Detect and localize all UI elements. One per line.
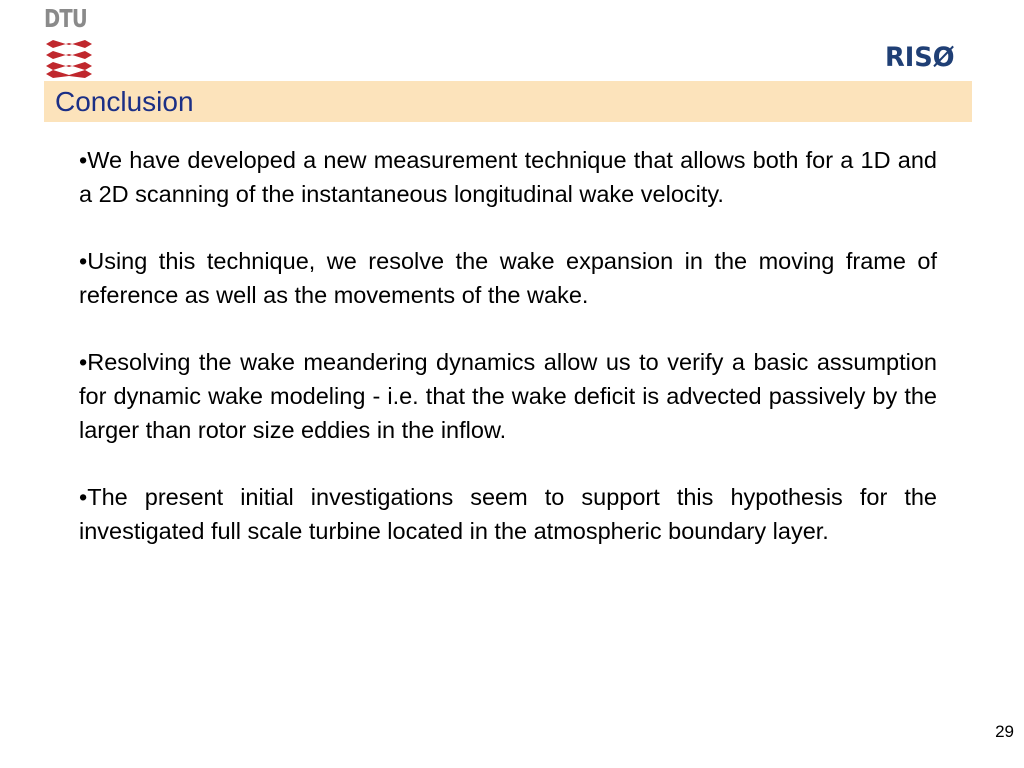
slide-body bbox=[79, 143, 937, 581]
bullet-paragraph: •The present initial investigations seem to support this hypothesis for the investigated full scale turbine located in the atmospheric boundary layer. bbox=[79, 484, 937, 544]
bullet-paragraph: •Resolving the wake meandering dynamics allow us to verify a basic assumption for dynamic wake modeling - i.e. that the wake deficit is advected passively by the larger than rotor size eddies in the inflow. bbox=[79, 349, 937, 443]
title-bar bbox=[44, 81, 972, 122]
dtu-logo-mark-icon bbox=[46, 40, 92, 78]
dtu-logo-text: DTU bbox=[44, 4, 87, 33]
bullet-paragraph: •We have developed a new measurement technique that allows both for a 1D and a 2D scanning of the instantaneous longitudinal wake velocity. bbox=[79, 147, 937, 207]
slide-number: 29 bbox=[995, 722, 1014, 741]
slide-title: Conclusion bbox=[55, 86, 194, 117]
dtu-logo bbox=[44, 6, 94, 78]
riso-logo: RISØ bbox=[885, 42, 955, 73]
bullet-paragraph: •Using this technique, we resolve the wake expansion in the moving frame of reference as well as the movements of the wake. bbox=[79, 248, 937, 308]
